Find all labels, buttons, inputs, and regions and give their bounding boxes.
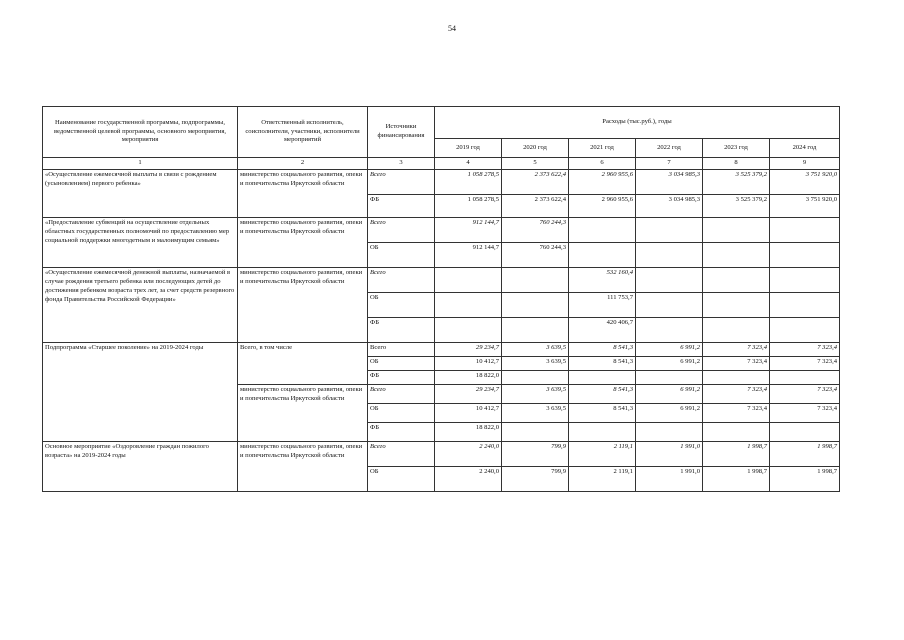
value-cell: 6 991,2 bbox=[636, 357, 703, 371]
subprogram-title: Подпрограмма «Старшее поколение» на 2019-2024 годы bbox=[43, 343, 238, 442]
value-cell: 6 991,2 bbox=[636, 404, 703, 423]
header-name: Наименование государственной программы, подпрограммы, ведомственной целевой программы, основного мероприятия, мероприятия bbox=[43, 107, 238, 158]
source-ob: ОБ bbox=[368, 404, 435, 423]
value-cell bbox=[636, 218, 703, 243]
executor: министерство социального развития, опеки и попечительства Иркутской области bbox=[238, 268, 368, 343]
value-cell: 912 144,7 bbox=[435, 218, 502, 243]
value-cell: 6 991,2 bbox=[636, 343, 703, 357]
table-row bbox=[43, 170, 840, 195]
budget-table bbox=[42, 106, 840, 492]
source-total: Всего bbox=[368, 385, 435, 404]
header-year: 2023 год bbox=[703, 139, 770, 158]
value-cell: 8 541,3 bbox=[569, 404, 636, 423]
value-cell: 111 753,7 bbox=[569, 293, 636, 318]
activity-title: «Осуществление ежемесячной выплаты в связи с рождением (усыновлением) первого ребенка» bbox=[43, 170, 238, 218]
value-cell: 7 323,4 bbox=[703, 404, 770, 423]
value-cell: 10 412,7 bbox=[435, 404, 502, 423]
value-cell: 7 323,4 bbox=[770, 357, 840, 371]
value-cell: 532 160,4 bbox=[569, 268, 636, 293]
value-cell bbox=[770, 243, 840, 268]
value-cell bbox=[569, 371, 636, 385]
value-cell: 3 034 985,3 bbox=[636, 170, 703, 195]
value-cell: 2 240,0 bbox=[435, 442, 502, 467]
value-cell: 912 144,7 bbox=[435, 243, 502, 268]
column-number: 5 bbox=[502, 158, 569, 170]
value-cell bbox=[502, 293, 569, 318]
value-cell: 1 998,7 bbox=[703, 467, 770, 492]
value-cell: 1 991,0 bbox=[636, 467, 703, 492]
source-fb: ФБ bbox=[368, 371, 435, 385]
value-cell: 8 541,3 bbox=[569, 343, 636, 357]
value-cell: 7 323,4 bbox=[703, 385, 770, 404]
value-cell: 10 412,7 bbox=[435, 357, 502, 371]
value-cell bbox=[770, 318, 840, 343]
value-cell: 3 639,5 bbox=[502, 385, 569, 404]
value-cell: 7 323,4 bbox=[703, 357, 770, 371]
column-number: 1 bbox=[43, 158, 238, 170]
value-cell: 3 639,5 bbox=[502, 343, 569, 357]
value-cell: 7 323,4 bbox=[703, 343, 770, 357]
value-cell: 3 751 920,0 bbox=[770, 170, 840, 195]
source-ob: ОБ bbox=[368, 293, 435, 318]
value-cell: 6 991,2 bbox=[636, 385, 703, 404]
value-cell: 18 822,0 bbox=[435, 423, 502, 442]
value-cell: 18 822,0 bbox=[435, 371, 502, 385]
value-cell: 799,9 bbox=[502, 442, 569, 467]
value-cell: 2 119,1 bbox=[569, 442, 636, 467]
value-cell bbox=[636, 243, 703, 268]
value-cell bbox=[636, 268, 703, 293]
value-cell bbox=[636, 293, 703, 318]
table-row bbox=[43, 442, 840, 467]
table-row bbox=[43, 218, 840, 243]
value-cell bbox=[703, 218, 770, 243]
header-year: 2021 год bbox=[569, 139, 636, 158]
source-total: Всего bbox=[368, 268, 435, 293]
value-cell bbox=[770, 371, 840, 385]
source-ob: ОБ bbox=[368, 243, 435, 268]
value-cell bbox=[435, 318, 502, 343]
value-cell bbox=[435, 268, 502, 293]
value-cell bbox=[569, 243, 636, 268]
value-cell bbox=[703, 318, 770, 343]
executor: министерство социального развития, опеки и попечительства Иркутской области bbox=[238, 442, 368, 492]
value-cell bbox=[703, 293, 770, 318]
column-number: 7 bbox=[636, 158, 703, 170]
activity-title: «Предоставление субвенций на осуществление отдельных областных государственных полномочий по предоставлению мер социальной поддержки многодетным и малоимущим семьям» bbox=[43, 218, 238, 268]
value-cell: 2 373 622,4 bbox=[502, 195, 569, 218]
executor: министерство социального развития, опеки и попечительства Иркутской области bbox=[238, 218, 368, 268]
value-cell bbox=[703, 371, 770, 385]
value-cell: 29 234,7 bbox=[435, 343, 502, 357]
source-fb: ФБ bbox=[368, 195, 435, 218]
source-total: Всего bbox=[368, 343, 435, 357]
header-year: 2019 год bbox=[435, 139, 502, 158]
value-cell: 760 244,3 bbox=[502, 243, 569, 268]
value-cell: 799,9 bbox=[502, 467, 569, 492]
table-row bbox=[43, 343, 840, 357]
column-number: 6 bbox=[569, 158, 636, 170]
value-cell: 29 234,7 bbox=[435, 385, 502, 404]
value-cell bbox=[502, 268, 569, 293]
value-cell: 2 119,1 bbox=[569, 467, 636, 492]
value-cell bbox=[636, 318, 703, 343]
column-number: 4 bbox=[435, 158, 502, 170]
value-cell: 3 639,5 bbox=[502, 404, 569, 423]
value-cell bbox=[770, 423, 840, 442]
column-number: 2 bbox=[238, 158, 368, 170]
activity-title: «Осуществление ежемесячной денежной выплаты, назначаемой в случае рождения третьего ребенка или последующих детей до достижения ребенком возраста трех лет, за счет средств резервного фонда Правительства Российской Федерации» bbox=[43, 268, 238, 343]
value-cell: 2 960 955,6 bbox=[569, 195, 636, 218]
page-number: 54 bbox=[448, 24, 456, 33]
value-cell: 3 639,5 bbox=[502, 357, 569, 371]
source-total: Всего bbox=[368, 442, 435, 467]
executor-all: Всего, в том числе bbox=[238, 343, 368, 385]
value-cell: 1 991,0 bbox=[636, 442, 703, 467]
source-total: Всего bbox=[368, 170, 435, 195]
header-expenses: Расходы (тыс.руб.), годы bbox=[435, 107, 840, 139]
value-cell: 1 058 278,5 bbox=[435, 195, 502, 218]
source-total: Всего bbox=[368, 218, 435, 243]
value-cell: 1 998,7 bbox=[770, 442, 840, 467]
value-cell: 3 525 379,2 bbox=[703, 170, 770, 195]
value-cell: 7 323,4 bbox=[770, 385, 840, 404]
value-cell: 3 525 379,2 bbox=[703, 195, 770, 218]
value-cell bbox=[502, 318, 569, 343]
value-cell: 1 998,7 bbox=[703, 442, 770, 467]
value-cell: 420 406,7 bbox=[569, 318, 636, 343]
value-cell: 3 751 920,0 bbox=[770, 195, 840, 218]
value-cell bbox=[569, 218, 636, 243]
value-cell bbox=[502, 371, 569, 385]
column-number-row bbox=[43, 158, 840, 170]
value-cell bbox=[703, 423, 770, 442]
value-cell bbox=[569, 423, 636, 442]
value-cell bbox=[703, 268, 770, 293]
column-number: 8 bbox=[703, 158, 770, 170]
value-cell: 1 058 278,5 bbox=[435, 170, 502, 195]
activity-title: Основное мероприятие «Оздоровление граждан пожилого возраста» на 2019-2024 годы bbox=[43, 442, 238, 492]
header-year: 2024 год bbox=[770, 139, 840, 158]
value-cell: 2 373 622,4 bbox=[502, 170, 569, 195]
value-cell bbox=[703, 243, 770, 268]
value-cell: 8 541,3 bbox=[569, 357, 636, 371]
value-cell: 2 960 955,6 bbox=[569, 170, 636, 195]
source-fb: ФБ bbox=[368, 423, 435, 442]
value-cell bbox=[502, 423, 569, 442]
value-cell: 760 244,3 bbox=[502, 218, 569, 243]
column-number: 3 bbox=[368, 158, 435, 170]
header-year: 2022 год bbox=[636, 139, 703, 158]
value-cell: 3 034 985,3 bbox=[636, 195, 703, 218]
header-year: 2020 год bbox=[502, 139, 569, 158]
value-cell bbox=[636, 371, 703, 385]
executor: министерство социального развития, опеки и попечительства Иркутской области bbox=[238, 170, 368, 218]
value-cell: 7 323,4 bbox=[770, 404, 840, 423]
column-number: 9 bbox=[770, 158, 840, 170]
table-row bbox=[43, 268, 840, 293]
value-cell: 1 998,7 bbox=[770, 467, 840, 492]
value-cell: 8 541,3 bbox=[569, 385, 636, 404]
source-ob: ОБ bbox=[368, 467, 435, 492]
value-cell: 7 323,4 bbox=[770, 343, 840, 357]
value-cell: 2 240,0 bbox=[435, 467, 502, 492]
header-executor: Ответственный исполнитель, соисполнители, участники, исполнители мероприятий bbox=[238, 107, 368, 158]
value-cell bbox=[770, 268, 840, 293]
source-ob: ОБ bbox=[368, 357, 435, 371]
value-cell bbox=[636, 423, 703, 442]
header-source: Источники финансирования bbox=[368, 107, 435, 158]
source-fb: ФБ bbox=[368, 318, 435, 343]
value-cell bbox=[435, 293, 502, 318]
value-cell bbox=[770, 293, 840, 318]
value-cell bbox=[770, 218, 840, 243]
executor: министерство социального развития, опеки и попечительства Иркутской области bbox=[238, 385, 368, 442]
